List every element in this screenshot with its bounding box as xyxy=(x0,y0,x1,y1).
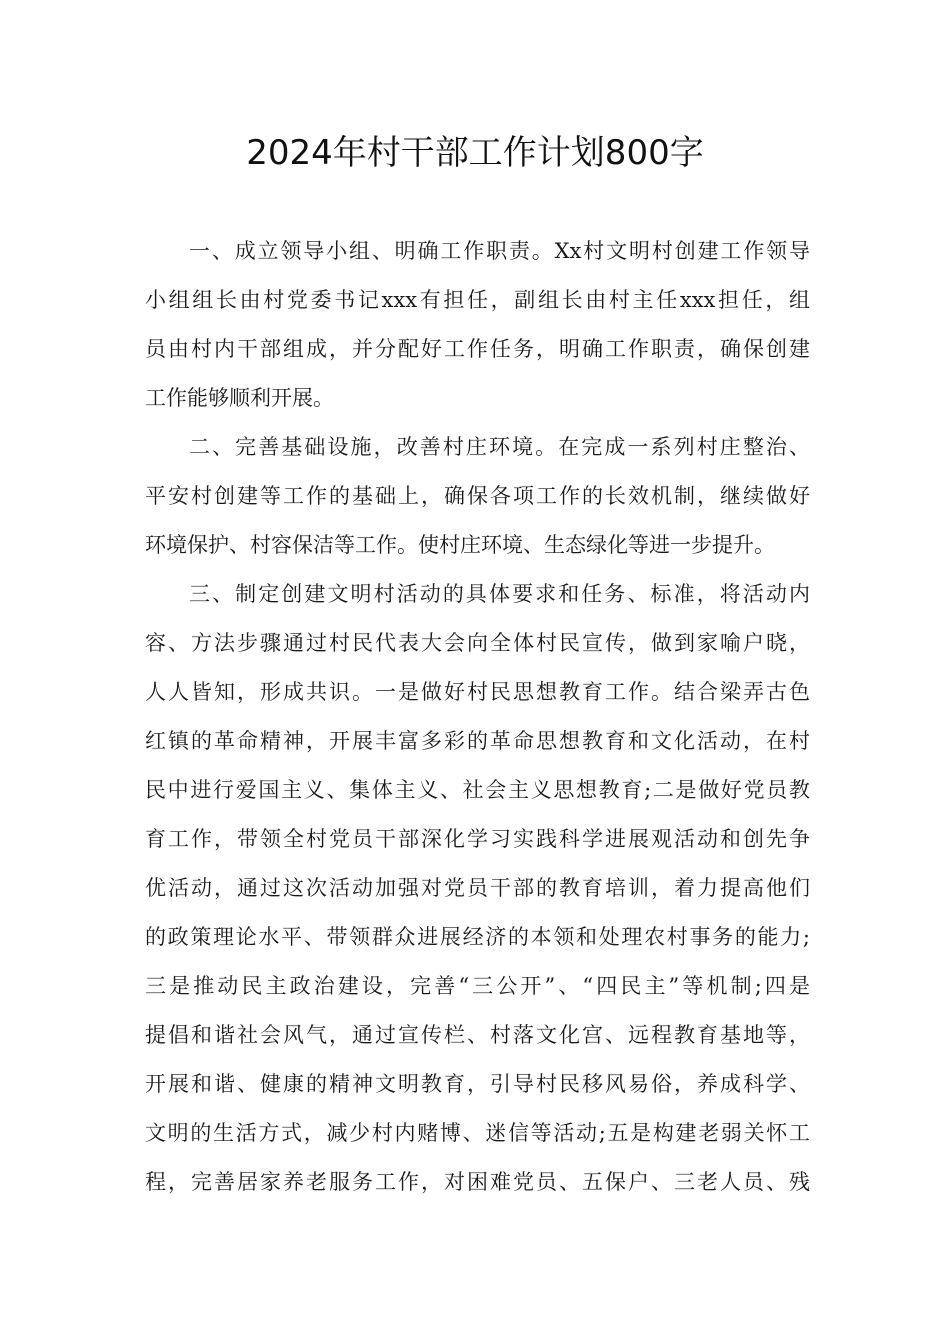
paragraph-1-line: 员由村内干部组成，并分配好工作任务，明确工作职责，确保创建 xyxy=(145,337,810,361)
paragraph-3-line: 三是推动民主政治建设，完善“三公开”、“四民主”等机制;四是 xyxy=(145,974,810,998)
paragraph-3-line: 人人皆知，形成共识。一是做好村民思想教育工作。结合梁弄古色 xyxy=(145,680,810,704)
paragraph-1-line: 工作能够顺利开展。 xyxy=(145,386,334,410)
paragraph-3-line: 开展和谐、健康的精神文明教育，引导村民移风易俗，养成科学、 xyxy=(145,1072,810,1096)
paragraph-3-line: 育工作，带领全村党员干部深化学习实践科学进展观活动和创先争 xyxy=(145,827,810,851)
paragraph-3-line: 提倡和谐社会风气，通过宣传栏、村落文化宫、远程教育基地等， xyxy=(145,1023,810,1047)
paragraph-1-line: 一、成立领导小组、明确工作职责。Xx村文明村创建工作领导 xyxy=(189,239,810,263)
paragraph-1-line: 小组组长由村党委书记xxx有担任，副组长由村主任xxx担任，组 xyxy=(145,288,810,312)
document-body xyxy=(145,227,810,1207)
paragraph-2-line: 平安村创建等工作的基础上，确保各项工作的长效机制，继续做好 xyxy=(145,484,810,508)
paragraph-2-line: 环境保护、村容保洁等工作。使村庄环境、生态绿化等进一步提升。 xyxy=(145,533,775,557)
paragraph-3-line: 红镇的革命精神，开展丰富多彩的革命思想教育和文化活动，在村 xyxy=(145,729,810,753)
paragraph-3-line: 民中进行爱国主义、集体主义、社会主义思想教育;二是做好党员教 xyxy=(145,778,810,802)
paragraph-3-line: 文明的生活方式，减少村内赌博、迷信等活动;五是构建老弱关怀工 xyxy=(145,1121,810,1145)
paragraph-3-line: 三、制定创建文明村活动的具体要求和任务、标准，将活动内 xyxy=(189,582,810,606)
paragraph-3-line: 的政策理论水平、带领群众进展经济的本领和处理农村事务的能力; xyxy=(145,925,810,949)
document-title: 2024年村干部工作计划800字 xyxy=(246,133,704,173)
paragraph-3-line: 优活动，通过这次活动加强对党员干部的教育培训，着力提高他们 xyxy=(145,876,810,900)
paragraph-3-line: 容、方法步骤通过村民代表大会向全体村民宣传，做到家喻户晓， xyxy=(145,631,810,655)
paragraph-3-line: 程，完善居家养老服务工作，对困难党员、五保户、三老人员、残 xyxy=(145,1170,810,1194)
paragraph-2-line: 二、完善基础设施，改善村庄环境。在完成一系列村庄整治、 xyxy=(189,435,810,459)
